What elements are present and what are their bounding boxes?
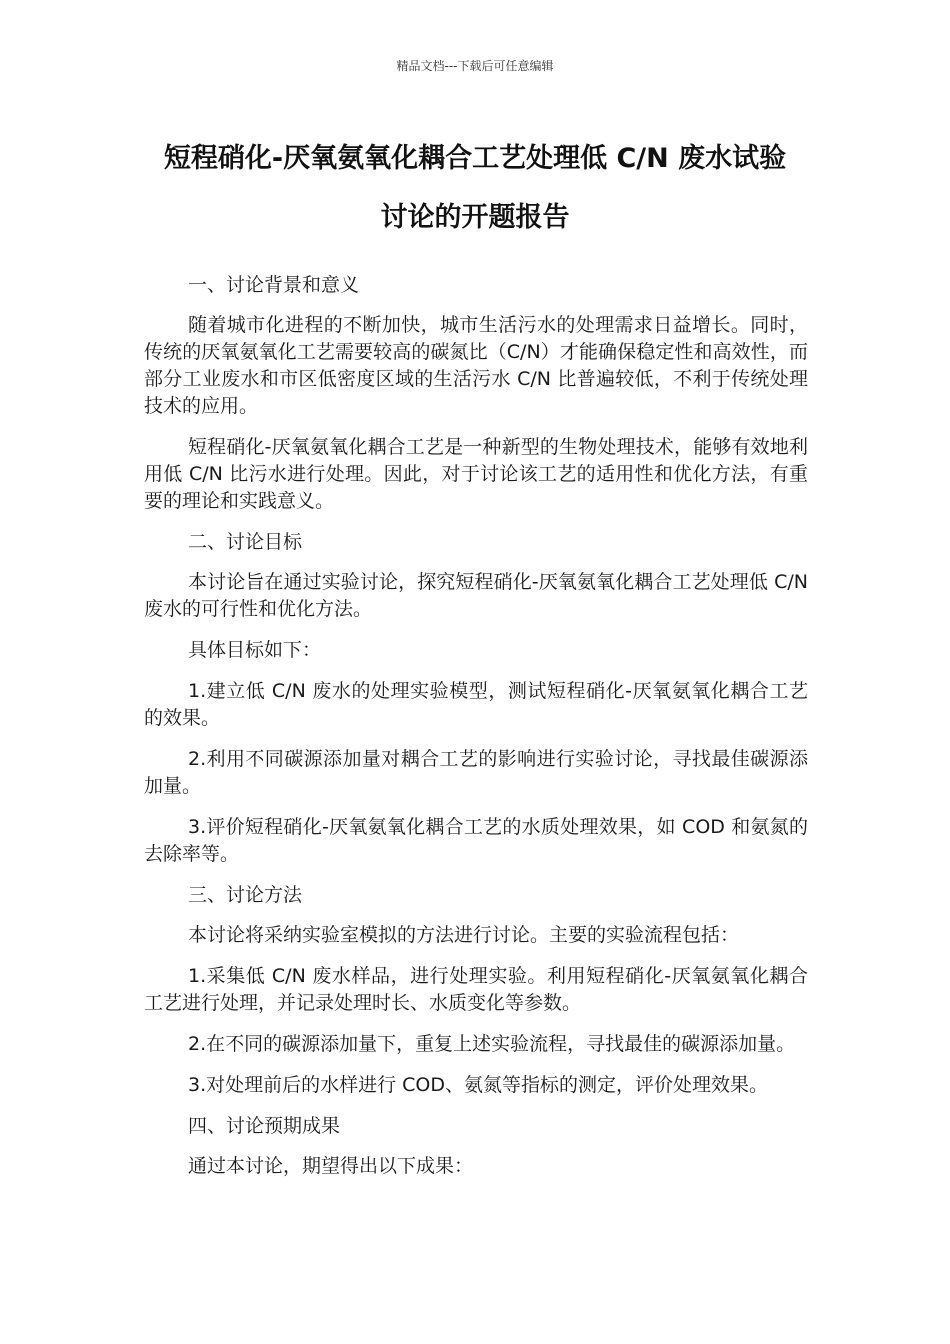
section-heading-outcomes: 四、讨论预期成果 [188, 1115, 341, 1137]
paragraph-methods-intro: 本讨论将采纳实验室模拟的方法进行讨论。主要的实验流程包括： [188, 924, 740, 946]
document-body [144, 272, 808, 1194]
section-heading-methods: 三、讨论方法 [188, 884, 303, 906]
document-title-line-1: 短程硝化-厌氧氨氧化耦合工艺处理低 C/N 废水试验 [163, 143, 787, 174]
method-item-1: 1.采集低 C/N 废水样品，进行处理实验。利用短程硝化-厌氧氨氧化耦合工艺进行处理，并记录处理时长、水质变化等参数。 [144, 965, 808, 1014]
paragraph-objectives-lead: 具体目标如下： [188, 639, 322, 661]
section-heading-background: 一、讨论背景和意义 [188, 274, 360, 296]
paragraph-objectives-intro: 本讨论旨在通过实验讨论，探究短程硝化-厌氧氨氧化耦合工艺处理低 C/N 废水的可行性和优化方法。 [144, 571, 808, 620]
document-title-line-2: 讨论的开题报告 [380, 202, 570, 233]
paragraph-background-2: 短程硝化-厌氧氨氧化耦合工艺是一种新型的生物处理技术，能够有效地利用低 C/N 比污水进行处理。因此，对于讨论该工艺的适用性和优化方法，有重要的理论和实践意义。 [144, 436, 808, 512]
objective-item-1: 1.建立低 C/N 废水的处理实验模型，测试短程硝化-厌氧氨氧化耦合工艺的效果。 [144, 680, 808, 729]
paragraph-background-1: 随着城市化进程的不断加快，城市生活污水的处理需求日益增长。同时，传统的厌氧氨氧化工艺需要较高的碳氮比（C/N）才能确保稳定性和高效性，而部分工业废水和市区低密度区域的生活污水 C/N 比普遍较低，不利于传统处理技术的应用。 [144, 314, 808, 417]
header-note: 精品文档---下载后可任意编辑 [396, 59, 554, 73]
objective-item-3: 3.评价短程硝化-厌氧氨氧化耦合工艺的水质处理效果，如 COD 和氨氮的去除率等。 [144, 816, 808, 865]
method-item-2: 2.在不同的碳源添加量下，重复上述实验流程，寻找最佳的碳源添加量。 [188, 1033, 796, 1055]
objective-item-2: 2.利用不同碳源添加量对耦合工艺的影响进行实验讨论，寻找最佳碳源添加量。 [144, 748, 808, 797]
method-item-3: 3.对处理前后的水样进行 COD、氨氮等指标的测定，评价处理效果。 [188, 1074, 769, 1096]
paragraph-outcomes-intro: 通过本讨论，期望得出以下成果： [188, 1155, 474, 1177]
section-heading-objectives: 二、讨论目标 [188, 531, 303, 553]
